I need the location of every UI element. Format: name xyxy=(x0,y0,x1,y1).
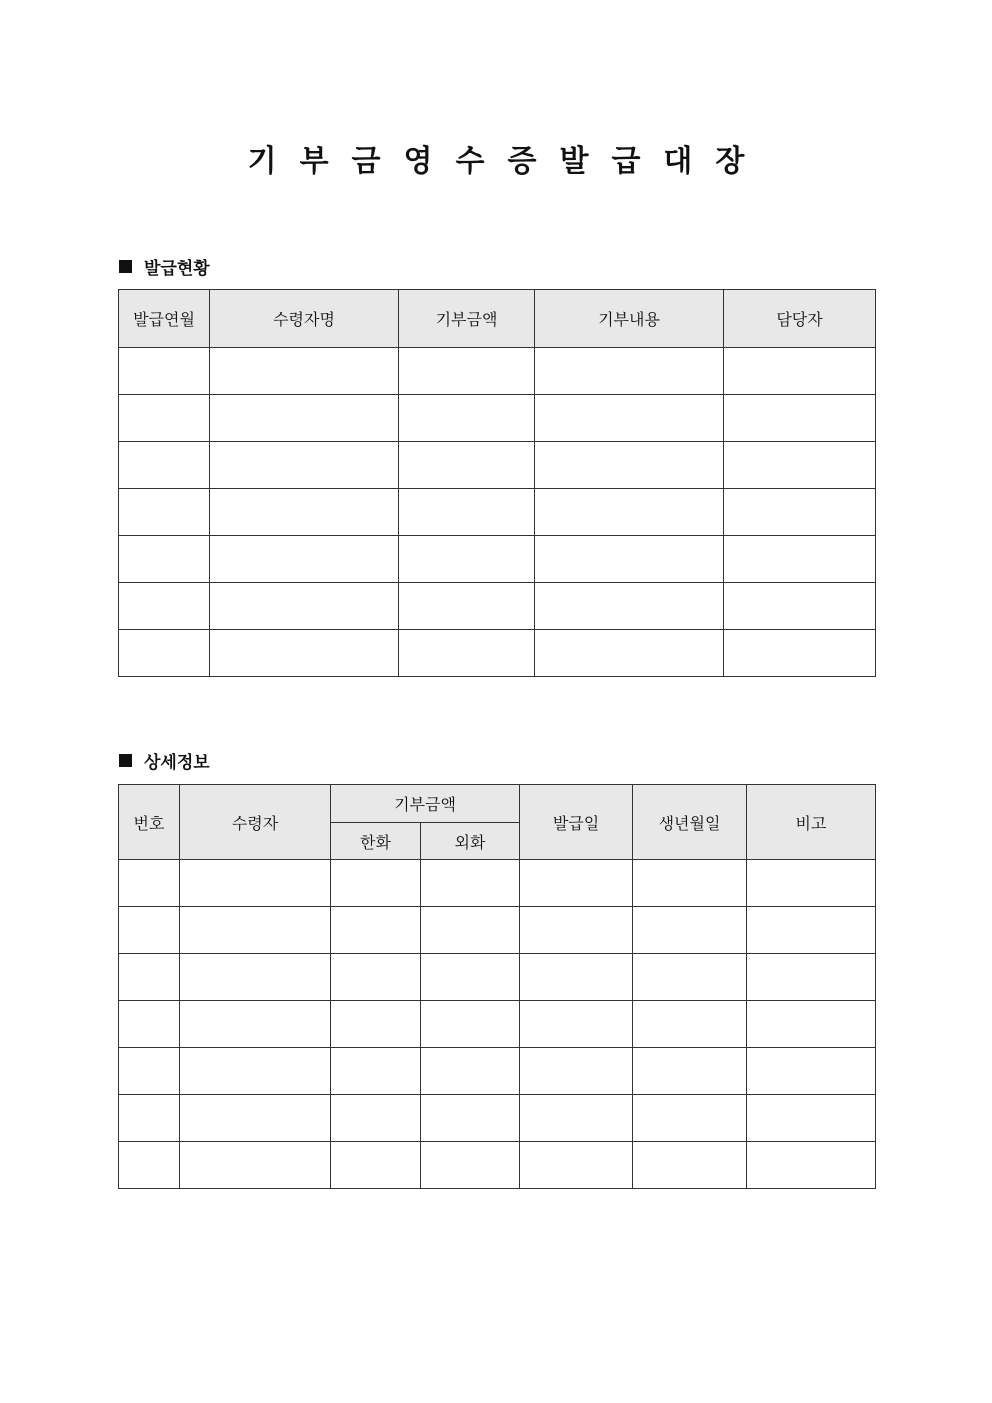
table-cell[interactable] xyxy=(399,348,535,395)
table-cell[interactable] xyxy=(331,860,421,907)
table-cell[interactable] xyxy=(331,1001,421,1048)
table-cell[interactable] xyxy=(119,630,210,677)
table-cell[interactable] xyxy=(119,489,210,536)
table-cell[interactable] xyxy=(747,860,876,907)
table-cell[interactable] xyxy=(210,489,399,536)
table-cell[interactable] xyxy=(399,630,535,677)
table-cell[interactable] xyxy=(399,442,535,489)
table-cell[interactable] xyxy=(331,954,421,1001)
table-row xyxy=(119,348,876,395)
table-cell[interactable] xyxy=(119,348,210,395)
table-cell[interactable] xyxy=(747,1142,876,1189)
col-note: 비고 xyxy=(747,785,876,860)
table-cell[interactable] xyxy=(180,954,331,1001)
table-cell[interactable] xyxy=(520,860,633,907)
table-cell[interactable] xyxy=(724,630,876,677)
table-cell[interactable] xyxy=(724,442,876,489)
table-cell[interactable] xyxy=(633,1095,747,1142)
table-cell[interactable] xyxy=(520,907,633,954)
table-cell[interactable] xyxy=(520,1001,633,1048)
table-header-row xyxy=(119,290,876,348)
table-cell[interactable] xyxy=(421,1001,520,1048)
table-cell[interactable] xyxy=(119,1048,180,1095)
table-cell[interactable] xyxy=(421,907,520,954)
table-cell[interactable] xyxy=(421,1142,520,1189)
table-cell[interactable] xyxy=(119,954,180,1001)
table-row xyxy=(119,1142,876,1189)
details-table-body xyxy=(119,860,876,1189)
table-cell[interactable] xyxy=(180,1095,331,1142)
table-cell[interactable] xyxy=(421,954,520,1001)
table-cell[interactable] xyxy=(119,1142,180,1189)
table-cell[interactable] xyxy=(724,583,876,630)
table-cell[interactable] xyxy=(119,395,210,442)
col-recipient: 수령자 xyxy=(180,785,331,860)
table-cell[interactable] xyxy=(180,860,331,907)
col-donation-details: 기부내용 xyxy=(535,290,724,348)
page-title: 기부금영수증발급대장 xyxy=(247,144,768,179)
table-cell[interactable] xyxy=(747,907,876,954)
table-row xyxy=(119,489,876,536)
table-row xyxy=(119,442,876,489)
black-square-icon xyxy=(119,754,132,767)
table-row xyxy=(119,395,876,442)
table-cell[interactable] xyxy=(633,1142,747,1189)
details-table xyxy=(118,784,876,1189)
issuance-table xyxy=(118,289,876,677)
table-row xyxy=(119,1095,876,1142)
table-cell[interactable] xyxy=(535,630,724,677)
table-cell[interactable] xyxy=(119,907,180,954)
col-person-in-charge: 담당자 xyxy=(724,290,876,348)
table-cell[interactable] xyxy=(535,536,724,583)
table-row xyxy=(119,954,876,1001)
table-cell[interactable] xyxy=(119,1001,180,1048)
col-foreign-currency: 외화 xyxy=(421,823,520,860)
table-cell[interactable] xyxy=(421,1048,520,1095)
table-cell[interactable] xyxy=(210,395,399,442)
table-cell[interactable] xyxy=(399,583,535,630)
table-cell[interactable] xyxy=(535,583,724,630)
table-cell[interactable] xyxy=(520,1048,633,1095)
table-cell[interactable] xyxy=(520,954,633,1001)
table-cell[interactable] xyxy=(520,1142,633,1189)
table-row xyxy=(119,583,876,630)
table-cell[interactable] xyxy=(724,348,876,395)
table-cell[interactable] xyxy=(331,1095,421,1142)
section-heading-issuance xyxy=(119,254,210,279)
table-row xyxy=(119,860,876,907)
table-cell[interactable] xyxy=(633,1048,747,1095)
col-recipient-name: 수령자명 xyxy=(210,290,399,348)
table-cell[interactable] xyxy=(399,489,535,536)
table-cell[interactable] xyxy=(119,583,210,630)
table-cell[interactable] xyxy=(520,1095,633,1142)
table-cell[interactable] xyxy=(399,395,535,442)
table-cell[interactable] xyxy=(331,907,421,954)
issuance-table-body xyxy=(119,348,876,677)
table-cell[interactable] xyxy=(119,860,180,907)
table-cell[interactable] xyxy=(747,1048,876,1095)
col-issue-date: 발급일 xyxy=(520,785,633,860)
section-heading-label: 상세정보 xyxy=(144,753,210,773)
table-cell[interactable] xyxy=(180,1142,331,1189)
table-cell[interactable] xyxy=(535,395,724,442)
table-cell[interactable] xyxy=(119,536,210,583)
table-row xyxy=(119,630,876,677)
col-donation-amount: 기부금액 xyxy=(399,290,535,348)
table-cell[interactable] xyxy=(535,348,724,395)
table-row xyxy=(119,536,876,583)
table-cell[interactable] xyxy=(210,583,399,630)
table-cell[interactable] xyxy=(633,860,747,907)
table-cell[interactable] xyxy=(331,1142,421,1189)
table-header-row xyxy=(119,785,876,823)
table-cell[interactable] xyxy=(180,1048,331,1095)
section-heading-label: 발급현황 xyxy=(144,259,210,279)
table-cell[interactable] xyxy=(421,1095,520,1142)
col-birth-date: 생년월일 xyxy=(633,785,747,860)
table-cell[interactable] xyxy=(210,630,399,677)
table-cell[interactable] xyxy=(119,1095,180,1142)
table-cell[interactable] xyxy=(331,1048,421,1095)
table-cell[interactable] xyxy=(399,536,535,583)
table-row xyxy=(119,1001,876,1048)
table-cell[interactable] xyxy=(535,489,724,536)
table-cell[interactable] xyxy=(180,1001,331,1048)
table-row xyxy=(119,1048,876,1095)
section-heading-details xyxy=(119,748,210,773)
table-cell[interactable] xyxy=(747,1095,876,1142)
table-cell[interactable] xyxy=(210,442,399,489)
table-cell[interactable] xyxy=(633,907,747,954)
table-cell[interactable] xyxy=(119,442,210,489)
table-cell[interactable] xyxy=(747,1001,876,1048)
table-cell[interactable] xyxy=(747,954,876,1001)
col-donation-amount-group: 기부금액 xyxy=(331,785,520,823)
table-cell[interactable] xyxy=(724,395,876,442)
table-cell[interactable] xyxy=(633,954,747,1001)
col-number: 번호 xyxy=(119,785,180,860)
table-cell[interactable] xyxy=(633,1001,747,1048)
table-cell[interactable] xyxy=(535,442,724,489)
col-issue-month: 발급연월 xyxy=(119,290,210,348)
black-square-icon xyxy=(119,260,132,273)
table-cell[interactable] xyxy=(210,536,399,583)
table-cell[interactable] xyxy=(210,348,399,395)
table-cell[interactable] xyxy=(421,860,520,907)
table-cell[interactable] xyxy=(724,536,876,583)
table-cell[interactable] xyxy=(180,907,331,954)
col-krw: 한화 xyxy=(331,823,421,860)
table-row xyxy=(119,907,876,954)
table-cell[interactable] xyxy=(724,489,876,536)
